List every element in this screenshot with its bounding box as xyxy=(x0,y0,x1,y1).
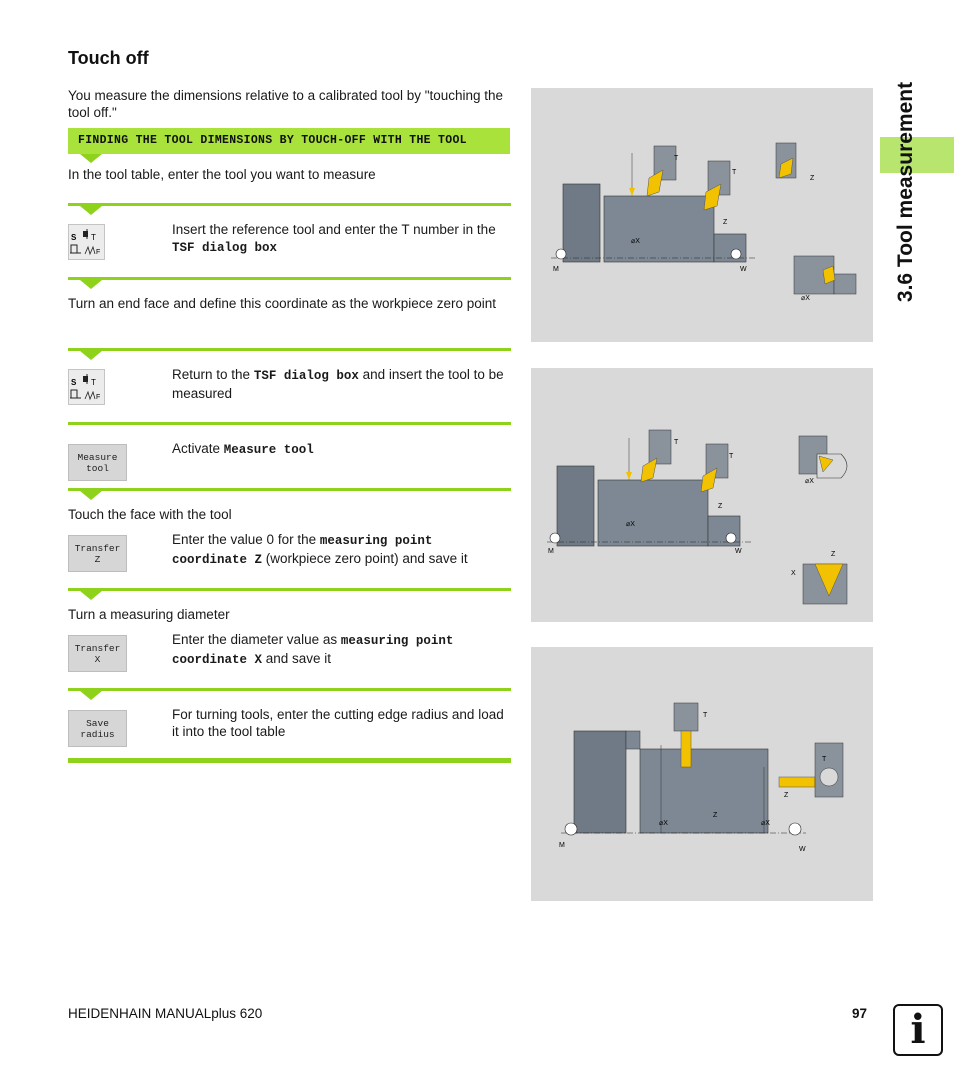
figure-measure-diameter xyxy=(531,647,873,901)
label-m: M xyxy=(553,266,559,273)
step-text: Return to the xyxy=(172,367,254,382)
svg-text:T: T xyxy=(91,378,96,387)
step-divider xyxy=(68,422,511,425)
svg-text:S: S xyxy=(71,233,77,242)
step-turn-diam: Turn a measuring diameter xyxy=(68,607,230,622)
step-divider xyxy=(68,277,511,280)
step-enter-diam xyxy=(172,631,512,669)
step-divider xyxy=(68,588,511,591)
softkey-label: Transfer xyxy=(74,642,121,654)
step-text: and save it xyxy=(262,651,332,666)
step-return xyxy=(172,366,512,402)
label-m: M xyxy=(559,842,565,849)
transfer-z-softkey[interactable] xyxy=(68,535,127,572)
step-arrow xyxy=(80,591,102,600)
step-table-text: In the tool table, enter the tool you want to measure xyxy=(68,167,376,182)
step-arrow xyxy=(80,206,102,215)
step-text: Activate xyxy=(172,441,224,456)
page-number: 97 xyxy=(852,1006,868,1021)
softkey-label: X xyxy=(94,653,101,665)
label-dx: ⌀X xyxy=(805,478,814,485)
svg-text:F: F xyxy=(96,249,101,256)
measure-tool-ref: Measure tool xyxy=(223,443,314,457)
softkey-label: Transfer xyxy=(74,542,121,554)
step-touch-face: Touch the face with the tool xyxy=(68,507,232,522)
svg-text:S: S xyxy=(71,378,77,387)
figure-reference-tool xyxy=(531,88,873,342)
step-text: and insert the tool to be measured xyxy=(172,367,504,401)
softkey-label: Z xyxy=(94,553,101,565)
step-enter-zero xyxy=(172,531,512,569)
label-w: W xyxy=(740,266,747,273)
step-arrow xyxy=(80,280,102,289)
figure-measure-tool xyxy=(531,368,873,622)
label-dx: ⌀X xyxy=(761,820,770,827)
label-t: T xyxy=(674,155,679,162)
label-z: Z xyxy=(784,792,789,799)
label-dx: ⌀X xyxy=(631,238,640,245)
step-arrow xyxy=(80,154,102,163)
label-z: Z xyxy=(831,551,836,558)
diagram-measure-tool xyxy=(531,368,873,622)
svg-text:T: T xyxy=(91,233,96,242)
transfer-x-softkey[interactable] xyxy=(68,635,127,672)
intro-text: You measure the dimensions relative to a calibrated tool by "touching the tool off." xyxy=(68,88,504,120)
step-end-bar xyxy=(68,758,511,763)
tsf-softkey-icon[interactable] xyxy=(68,224,105,260)
label-w: W xyxy=(735,548,742,555)
tsf-dialog-ref: TSF dialog box xyxy=(253,369,359,383)
step-text: Insert the reference tool and enter the T number in the xyxy=(172,222,496,237)
tsf-icon xyxy=(69,370,104,404)
softkey-label: Save xyxy=(86,717,109,729)
info-icon xyxy=(893,1004,943,1056)
step-activate xyxy=(172,440,512,459)
label-t: T xyxy=(729,453,734,460)
step-arrow xyxy=(80,491,102,500)
step-text: Enter the diameter value as xyxy=(172,632,341,647)
diagram-measure-diameter xyxy=(531,647,873,901)
tsf-dialog-ref: TSF dialog box xyxy=(172,241,278,255)
svg-text:F: F xyxy=(96,394,101,401)
step-text: (workpiece zero point) and save it xyxy=(262,551,468,566)
step-insert-ref xyxy=(172,221,512,257)
label-z: Z xyxy=(810,175,815,182)
step-arrow xyxy=(80,691,102,700)
label-w: W xyxy=(799,846,806,853)
diagram-reference-tool xyxy=(531,88,873,342)
step-divider xyxy=(68,203,511,206)
label-z: Z xyxy=(723,219,728,226)
save-radius-softkey[interactable] xyxy=(68,710,127,747)
label-dx: ⌀X xyxy=(626,521,635,528)
label-m: M xyxy=(548,548,554,555)
step-divider xyxy=(68,348,511,351)
measuring-point-x-ref: measuring point coordinate X xyxy=(172,634,454,667)
label-t: T xyxy=(732,169,737,176)
step-turn-face: Turn an end face and define this coordinate as the workpiece zero point xyxy=(68,296,497,311)
label-dx: ⌀X xyxy=(801,295,810,302)
section-heading: FINDING THE TOOL DIMENSIONS BY TOUCH-OFF WITH THE TOOL xyxy=(68,128,510,154)
tsf-icon xyxy=(69,225,104,259)
step-radius: For turning tools, enter the cutting edge radius and load it into the tool table xyxy=(172,707,504,739)
step-arrow xyxy=(80,351,102,360)
tsf-softkey-icon[interactable] xyxy=(68,369,105,405)
softkey-label: Measure xyxy=(77,451,118,463)
measuring-point-z-ref: measuring point coordinate Z xyxy=(172,534,433,567)
step-text: Enter the value 0 for the xyxy=(172,532,320,547)
softkey-label: tool xyxy=(86,462,109,474)
step-divider xyxy=(68,688,511,691)
label-t: T xyxy=(674,439,679,446)
label-x: X xyxy=(791,570,796,577)
section-title-vertical xyxy=(894,81,922,303)
label-dx: ⌀X xyxy=(659,820,668,827)
info-glyph: i xyxy=(910,1006,926,1053)
section-title-text: 3.6 Tool measurement xyxy=(894,81,917,303)
label-z: Z xyxy=(718,503,723,510)
label-t: T xyxy=(822,756,827,763)
label-z: Z xyxy=(713,812,718,819)
step-divider xyxy=(68,488,511,491)
label-t: T xyxy=(703,712,708,719)
measure-tool-softkey[interactable] xyxy=(68,444,127,481)
page-title: Touch off xyxy=(68,48,149,68)
footer-manual: HEIDENHAIN MANUALplus 620 xyxy=(68,1006,263,1021)
softkey-label: radius xyxy=(80,728,115,740)
